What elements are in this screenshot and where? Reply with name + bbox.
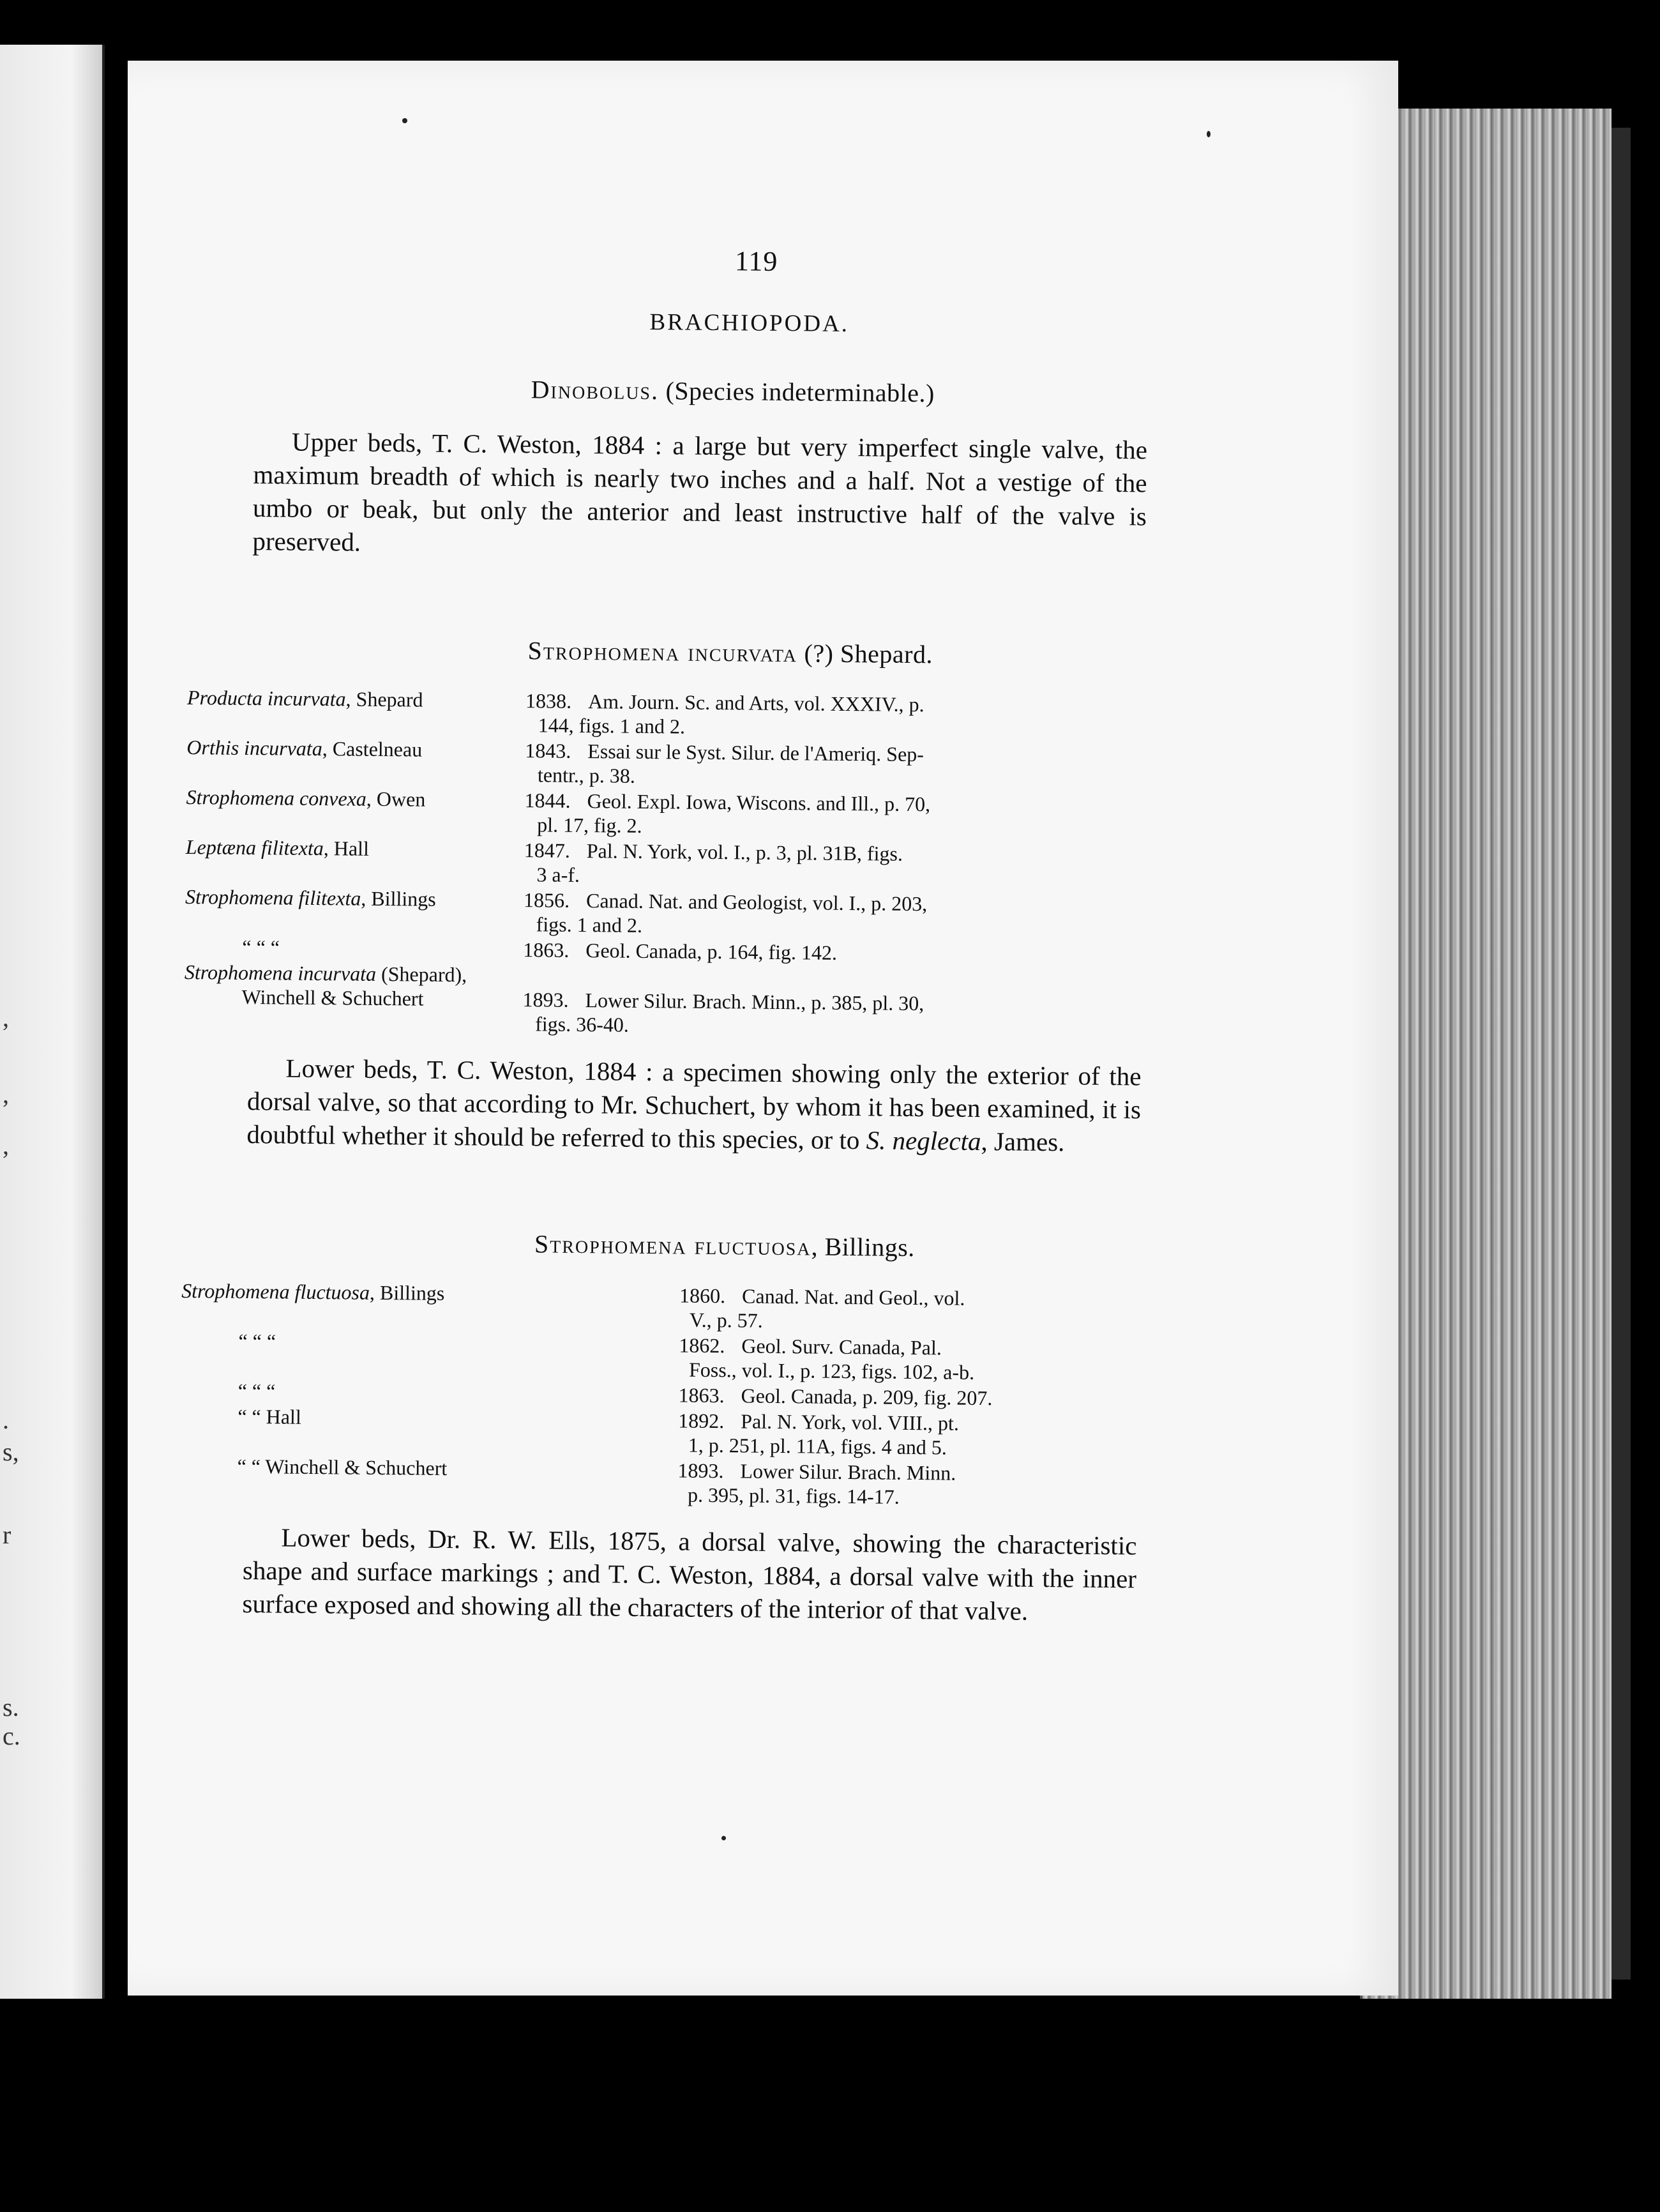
synonym-reference-cont: figs. 36-40. [535,1012,630,1036]
synonym-reference-cont: tentr., p. 38. [537,763,636,787]
left-mark: , [3,1003,9,1032]
species-note: (Species indeterminable.) [658,376,935,408]
left-page-edge [0,45,105,1999]
left-mark: c. [3,1722,20,1750]
speck [402,118,407,123]
species-name: Strophomena incurvata [527,636,798,668]
synonym-reference-cont: figs. 1 and 2. [536,913,643,937]
synonym-author: , Hall [323,837,370,860]
left-mark: , [3,1080,9,1109]
synonym-reference-cont: 1, p. 251, pl. 11A, figs. 4 and 5. [688,1433,947,1459]
synonym-reference: Essai sur le Syst. Silur. de l'Ameriq. Sep- [587,739,924,766]
synonym-reference-cont: p. 395, pl. 31, figs. 14-17. [687,1483,900,1508]
synonym-entry [186,785,1138,842]
paragraph-text: , James. [981,1126,1065,1157]
synonym-name: Leptæna filitexta [185,835,324,860]
species-name: Strophomena fluctuosa [534,1229,811,1261]
species-authority: (?) Shepard. [797,639,933,669]
species-heading-dinobolus [299,372,1167,411]
synonym-reference-cont: Foss., vol. I., p. 123, figs. 102, a-b. [688,1358,975,1384]
synonym-reference: Pal. N. York, vol. I., p. 3, pl. 31B, figs. [586,839,903,865]
synonym-year: 1893. [522,988,569,1011]
synonym-author: , Castelneau [322,737,423,761]
species-name: Dinobolus. [531,375,660,405]
synonym-author: , Shepard [345,687,423,711]
synonym-entry [179,1453,1131,1511]
synonym-name: Producta incurvata [186,686,346,711]
synonym-year: 1843. [525,739,571,762]
synonym-entry [181,1328,1133,1386]
synonym-year: 1892. [678,1409,725,1433]
left-mark: r [3,1520,11,1549]
synonym-author: , Billings [361,886,436,911]
left-mark: s. [3,1693,19,1722]
synonymy-list-fluctuosa [179,1278,1133,1511]
paragraph-dinobolus: Upper beds, T. C. Weston, 1884 : a large but very imperfect single valve, the maximum breadth of which is nearly two inches and a half. Not a vestige of the umbo or beak, but only the anterior and least instructive half of the valve is preserved. [252,427,1148,557]
ditto-marks: “ “ Winchell & Schuchert [237,1454,448,1480]
synonym-reference-cont: pl. 17, fig. 2. [537,813,642,837]
speck [721,1836,726,1840]
speck [1207,131,1211,137]
page-number: 119 [734,245,778,277]
synonym-entry [186,735,1138,792]
synonymy-list-incurvata [184,685,1138,1042]
paragraph-fluctuosa: Lower beds, Dr. R. W. Ells, 1875, a dorsal valve, showing the characteristic shape and surface markings ; and T. C. Weston, 1884, a dorsal valve with the inner surface exposed and showing all the characters of the interior of that valve. [242,1522,1137,1626]
left-mark: s, [3,1437,19,1466]
species-authority: , Billings. [811,1232,916,1262]
ditto-marks: “ “ “ [238,1329,276,1353]
left-mark: , [3,1131,9,1160]
left-page-marks [0,45,102,1999]
ditto-marks: “ “ “ [242,935,280,959]
synonym-reference: Pal. N. York, vol. VIII., pt. [741,1409,960,1435]
section-heading: BRACHIOPODA. [649,308,850,337]
synonym-year: 1862. [679,1333,725,1358]
synonym-year: 1863. [678,1383,725,1407]
synonym-author-line: Winchell & Schuchert [241,985,424,1010]
paragraph-species-ref: S. neglecta [866,1125,981,1156]
synonym-reference: Am. Journ. Sc. and Arts, vol. XXXIV., p. [587,690,924,716]
synonym-entry [181,1278,1133,1336]
synonym-reference: Lower Silur. Brach. Minn. [740,1459,956,1485]
synonym-author: (Shepard), [375,962,467,987]
synonym-name: Strophomena convexa [186,785,367,810]
synonym-reference-cont: 3 a-f. [536,863,580,886]
page-content [172,239,1168,1629]
synonym-reference-cont: V., p. 57. [689,1308,763,1332]
ditto-marks: “ “ “ [238,1379,276,1403]
synonym-year: 1860. [679,1284,726,1308]
synonym-entry [180,1404,1132,1461]
synonym-entry [185,884,1137,942]
synonym-name: Strophomena incurvata [184,960,377,985]
paragraph-text: Lower beds, T. C. Weston, 1884 : a specimen showing only the exterior of the dorsal valve, so that according to Mr. Schuchert, by whom it has been examined, it is doubtful whether it should be referred to this species, or to [246,1053,1142,1155]
synonym-reference: Geol. Expl. Iowa, Wiscons. and Ill., p. 70, [587,789,931,816]
synonym-year: 1893. [677,1458,724,1483]
synonym-reference: Geol. Canada, p. 209, fig. 207. [741,1384,993,1410]
left-mark: . [3,1405,9,1434]
synonym-reference: Geol. Surv. Canada, Pal. [741,1334,942,1360]
synonym-year: 1838. [525,689,572,713]
synonym-author: , Owen [366,787,426,811]
book-page [128,61,1398,1996]
synonym-name: Strophomena fluctuosa [181,1279,370,1304]
synonym-reference: Lower Silur. Brach. Minn., p. 385, pl. 30, [585,989,924,1015]
synonym-year: 1863. [523,938,570,962]
synonym-reference-cont: 144, figs. 1 and 2. [538,713,686,738]
ditto-marks: “ “ Hall [238,1404,301,1428]
synonym-name: Strophomena filitexta [185,885,361,910]
synonym-reference: Geol. Canada, p. 164, fig. 142. [585,939,838,964]
synonym-author: , Billings [369,1280,445,1305]
synonym-entry [187,685,1139,743]
paragraph-incurvata [246,1051,1141,1159]
synonym-year: 1844. [524,789,571,812]
synonym-reference: Canad. Nat. and Geologist, vol. I., p. 203, [585,889,928,916]
synonym-reference: Canad. Nat. and Geol., vol. [741,1284,965,1310]
synonym-entry [185,835,1137,892]
synonym-year: 1847. [524,838,571,862]
synonym-entry [184,960,1136,1042]
synonym-name: Orthis incurvata [186,736,322,761]
synonym-year: 1856. [523,888,570,912]
